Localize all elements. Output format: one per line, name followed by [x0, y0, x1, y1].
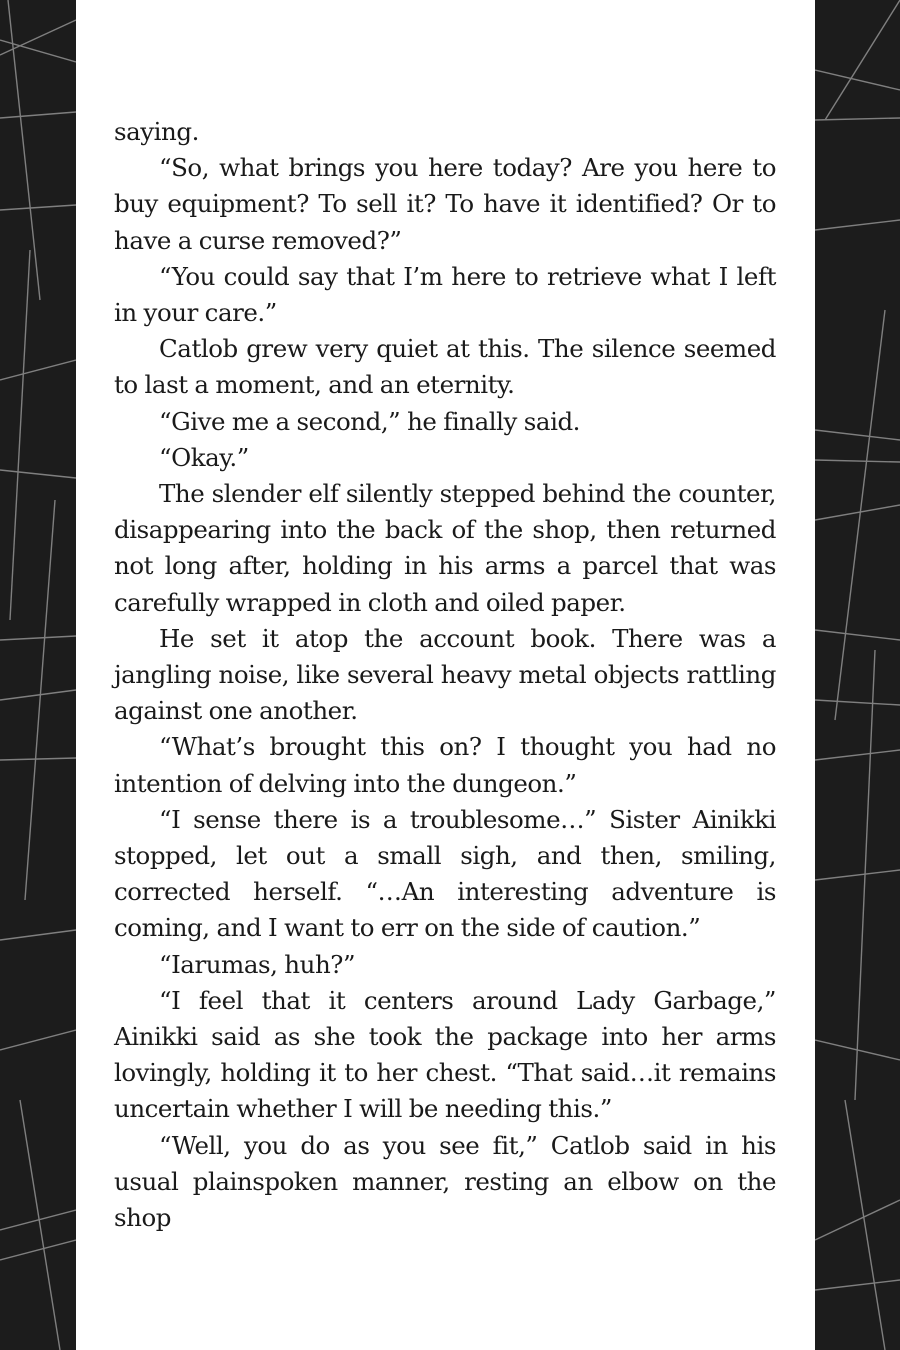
- decorative-border-right: [815, 0, 900, 1350]
- page-text: [114, 114, 776, 1236]
- paragraph: “Iarumas, huh?”: [159, 949, 356, 979]
- book-page: [76, 0, 815, 1350]
- decorative-border-left: [0, 0, 76, 1350]
- paragraph: “I sense there is a troublesome…” Sister Ainikki stopped, let out a small sigh, and then, smiling, corrected herself. “…An interesting adventure is coming, and I want to err on the side of caution.”: [114, 804, 776, 943]
- paragraph: saying.: [114, 117, 199, 146]
- paragraph: Catlob grew very quiet at this. The silence seemed to last a moment, and an eternity.: [114, 334, 776, 400]
- paragraph: The slender elf silently stepped behind the counter, disappearing into the back of the shop, then returned not long after, holding in his arms a parcel that was carefully wrapped in cloth and oiled paper.: [114, 479, 776, 617]
- paragraph: “What’s brought this on? I thought you had no intention of delving into the dungeon.”: [114, 732, 776, 798]
- paragraph: “Okay.”: [159, 442, 249, 472]
- paragraph: “Give me a second,” he finally said.: [159, 406, 581, 436]
- paragraph: “I feel that it centers around Lady Garbage,” Ainikki said as she took the package into her arms lovingly, holding it to her chest. “That said…it remains uncertain whether I will be needing this.”: [114, 985, 776, 1124]
- paragraph: He set it atop the account book. There was a jangling noise, like several heavy metal objects rattling against one another.: [114, 623, 776, 726]
- paragraph: “Well, you do as you see fit,” Catlob said in his usual plainspoken manner, resting an elbow on the shop: [114, 1130, 776, 1233]
- paragraph: “You could say that I’m here to retrieve what I left in your care.”: [114, 261, 776, 328]
- paragraph: “So, what brings you here today? Are you here to buy equipment? To sell it? To have it identified? Or to have a curse removed?”: [114, 153, 776, 255]
